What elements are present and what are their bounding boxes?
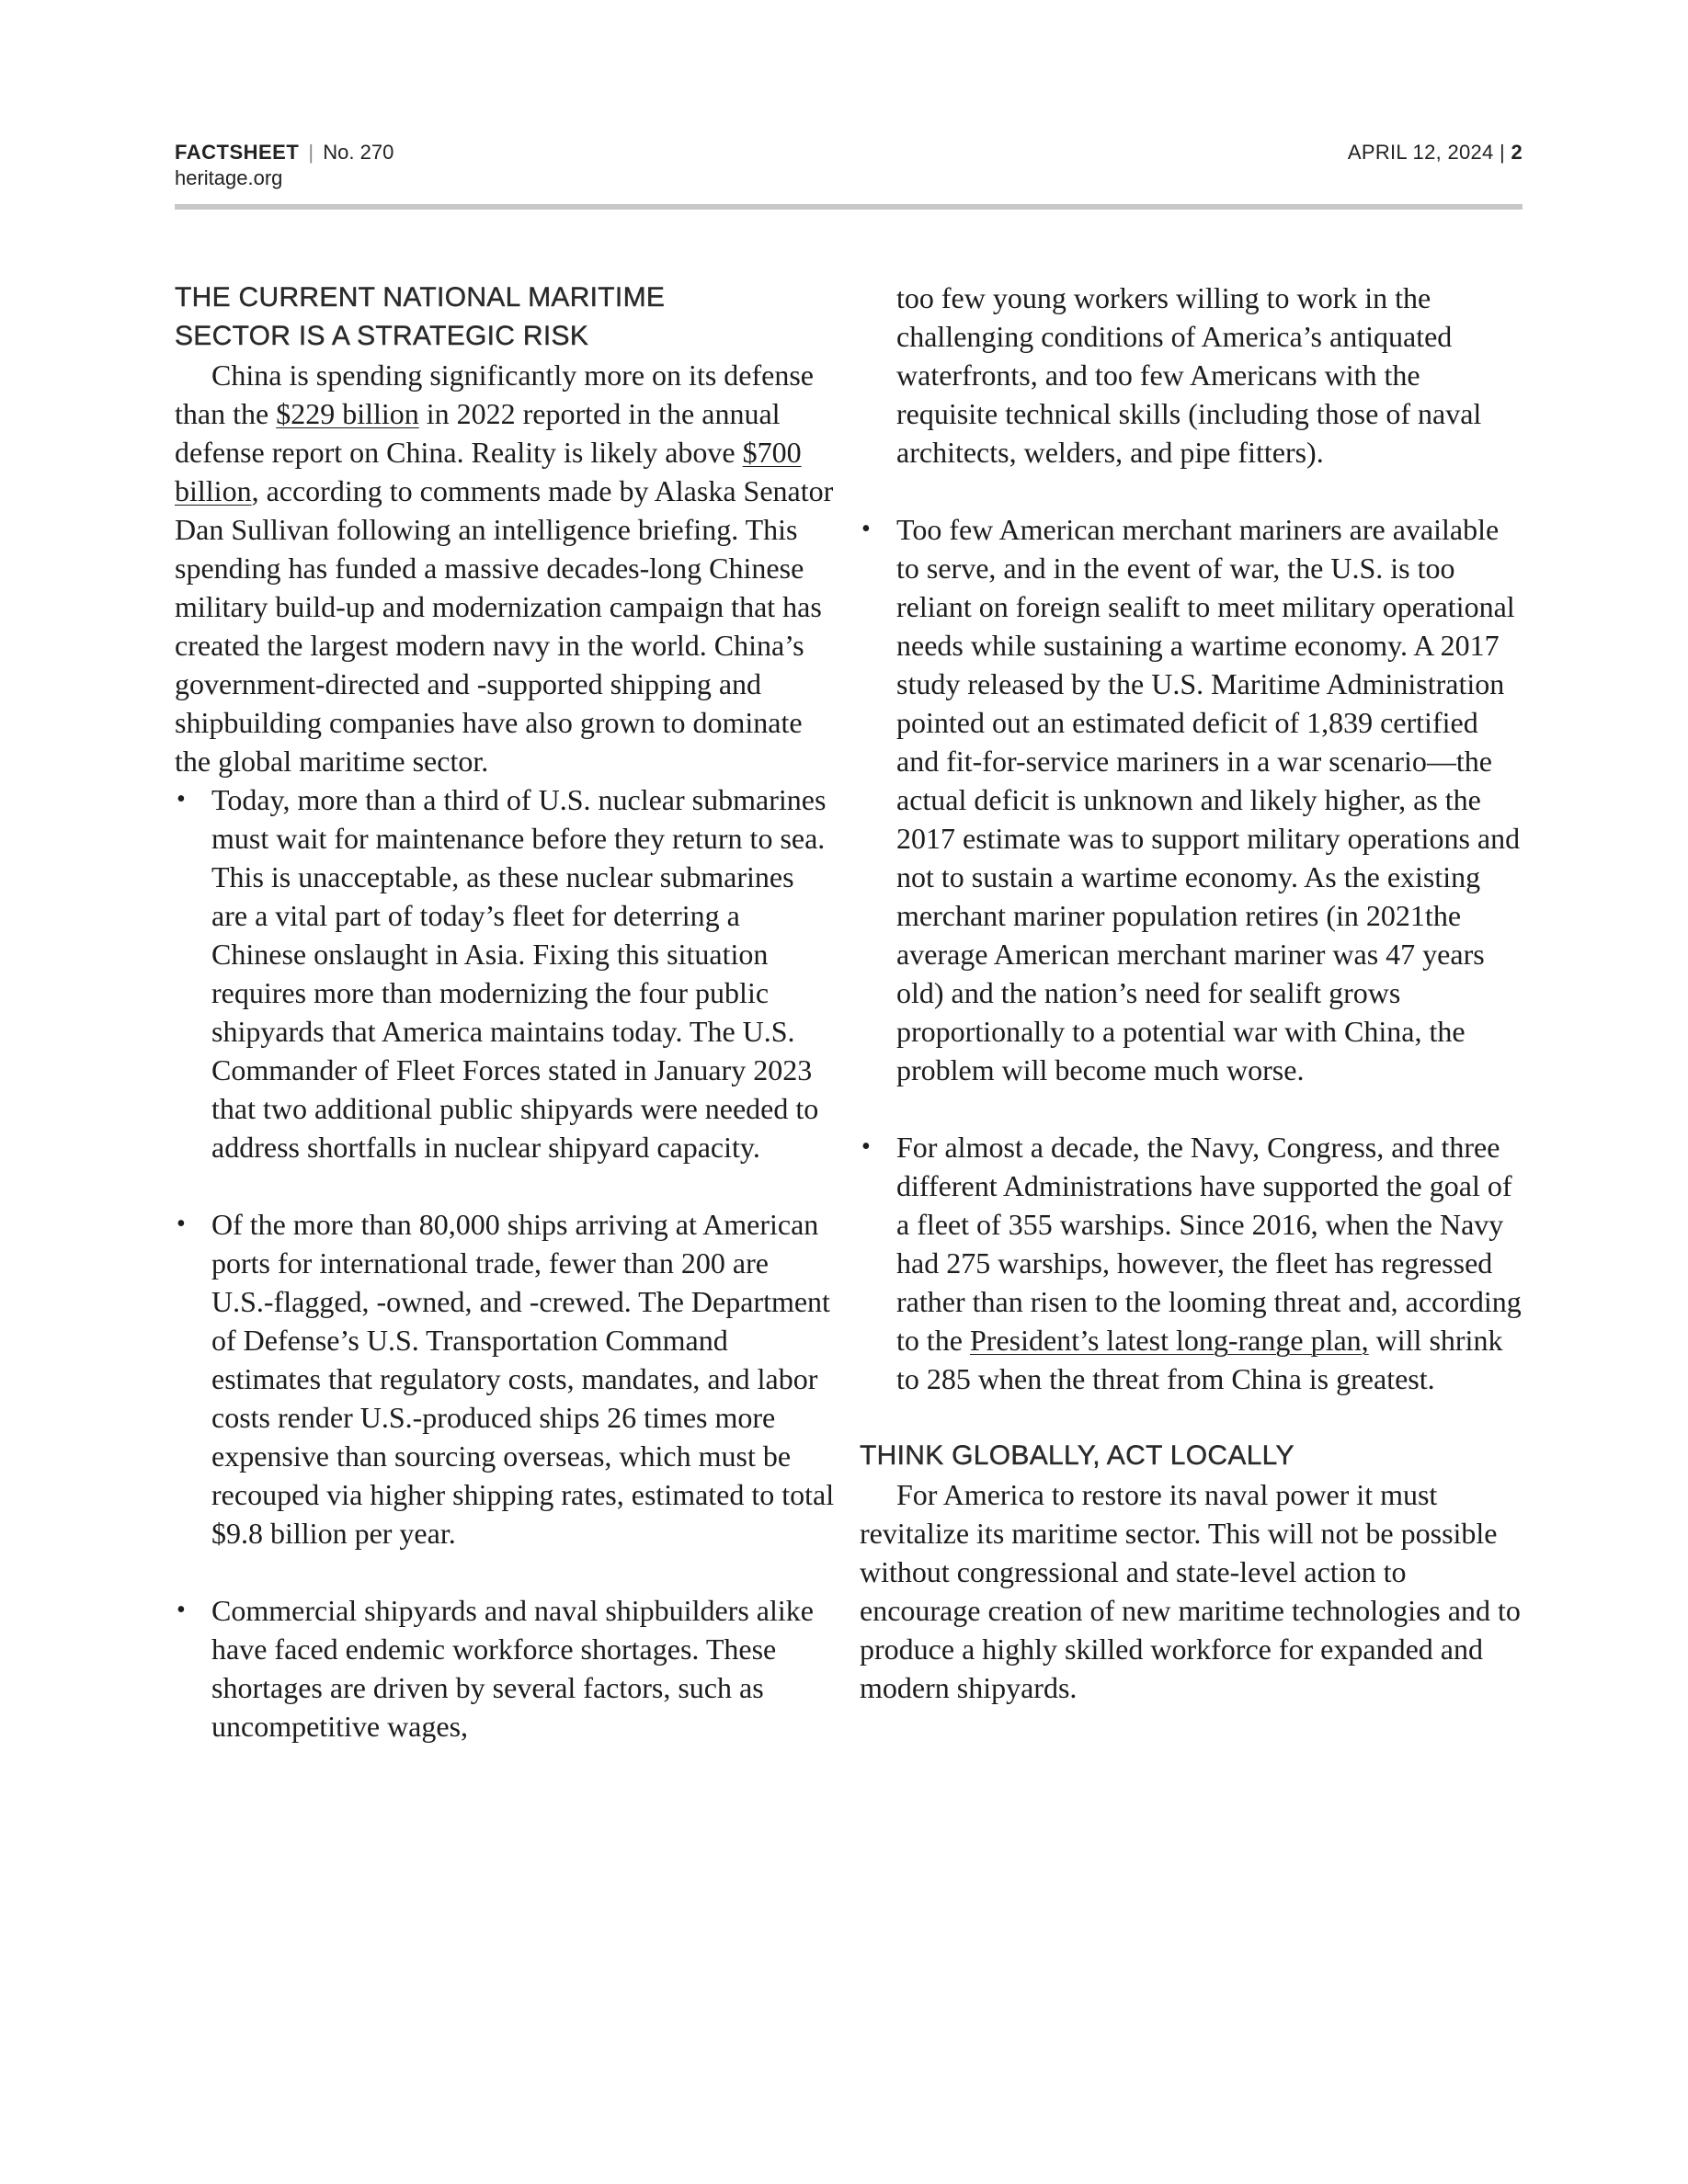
page-header <box>175 140 1523 195</box>
closing-paragraph: For America to restore its naval power it must revitalize its maritime sector. This will not be possible without congressional and state-level action to encourage creation of new maritime technologies and to produce a highly skilled workforce for expanded and modern shipyards. <box>860 1478 1521 1704</box>
intro-text-1: China is spending significantly more on its defense than the <box>175 358 814 430</box>
publication-line <box>175 140 393 165</box>
bullet-text-mariners: Too few American merchant mariners are available to serve, and in the event of war, the U.S. is too reliant on foreign sealift to meet military operational needs while sustaining a wartime economy. A 2017 study released by the U.S. Maritime Administration pointed out an estimated deficit of 1,839 certified and fit-for-service mariners in a war scenario—the actual deficit is unknown and likely higher, as the 2017 estimate was to support military operations and not to sustain a wartime economy. As the existing merchant mariner population retires (in 2021the average American merchant mariner was 47 years old) and the nation’s need for sealift grows proportionally to a potential war with China, the problem will become much worse. <box>896 513 1521 1086</box>
list-item <box>175 1205 837 1553</box>
publication-type: FACTSHEET <box>175 141 300 164</box>
site-name: heritage.org <box>175 166 283 189</box>
bullet-marker: • <box>177 1210 186 1238</box>
publication-date: APRIL 12, 2024 <box>1347 141 1494 164</box>
header-separator: | <box>308 141 314 164</box>
intro-text-3: , according to comments made by Alaska Senator Dan Sullivan following an intelligence briefing. This spending has funded a massive decades-long Chinese military build-up and modernization campaign that has created the largest modern navy in the world. China’s government-directed and -supported shipping and shipbuilding companies have also grown to dominate the global maritime sector. <box>175 474 834 778</box>
bullet-text-ships: Of the more than 80,000 ships arriving at American ports for international trade, fewer than 200 are U.S.-flagged, -owned, and -crewed. The Department of Defense’s U.S. Transportation Command estimates that regulatory costs, mandates, and labor costs render U.S.-produced ships 26 times more expensive than sourcing overseas, which must be recouped via higher shipping rates, estimated to total $9.8 billion per year. <box>211 1208 835 1550</box>
right-column <box>860 279 1526 1707</box>
heading-line-1: THE CURRENT NATIONAL MARITIME <box>175 282 666 313</box>
intro-paragraph <box>175 356 837 780</box>
intro-text-2: in 2022 reported in the annual defense report on China. Reality is likely above <box>175 397 781 469</box>
page-number: 2 <box>1511 141 1523 164</box>
right-bullet-list <box>860 279 1526 1398</box>
header-left <box>175 140 393 191</box>
bullet-text-warships-1: For almost a decade, the Navy, Congress, and three different Administrations have supported the goal of a fleet of 355 warships. Since 2016, when the Navy had 275 warships, however, the fleet has regressed rather than risen to the looming threat and, according to the <box>896 1131 1522 1357</box>
list-gap <box>860 1089 1526 1128</box>
section-gap <box>860 1398 1526 1437</box>
publication-number: No. 270 <box>323 141 394 164</box>
list-gap <box>860 472 1526 510</box>
list-gap <box>175 1166 837 1205</box>
page-separator: | <box>1500 141 1506 164</box>
list-item <box>860 1128 1526 1398</box>
list-item <box>860 510 1526 1089</box>
bullet-marker: • <box>861 1132 871 1161</box>
bullet-text-continuation: too few young workers willing to work in the challenging conditions of America’s antiquated waterfronts, and too few Americans with the requisite technical skills (including those of naval architects, welders, and pipe fitters). <box>896 281 1482 469</box>
link-long-range-plan[interactable]: President’s latest long-range plan, <box>969 1324 1369 1357</box>
bullet-text-submarines: Today, more than a third of U.S. nuclear submarines must wait for maintenance before they return to sea. This is unacceptable, as these nuclear submarines are a vital part of today’s fleet for deterring a Chinese onslaught in Asia. Fixing this situation requires more than modernizing the four public shipyards that America maintains today. The U.S. Commander of Fleet Forces stated in January 2023 that two additional public shipyards were needed to address shortfalls in nuclear shipyard capacity. <box>211 783 827 1164</box>
bullet-marker: • <box>177 785 186 813</box>
section-heading-think-globally: THINK GLOBALLY, ACT LOCALLY <box>860 1440 1295 1471</box>
list-gap <box>175 1553 837 1591</box>
link-700-billion[interactable]: $700 billion <box>175 436 802 507</box>
heading-line-2: SECTOR IS A STRATEGIC RISK <box>175 321 589 351</box>
left-column <box>175 279 837 1746</box>
bullet-text-warships-2: will shrink to 285 when the threat from China is greatest. <box>896 1324 1503 1395</box>
bullet-marker: • <box>177 1596 186 1624</box>
link-229-billion[interactable]: $229 billion <box>276 397 419 430</box>
bullet-text-workforce: Commercial shipyards and naval shipbuilders alike have faced endemic workforce shortages. These shortages are driven by several factors, such as uncompetitive wages, <box>211 1594 814 1743</box>
bullet-marker: • <box>861 515 871 543</box>
list-item-continuation <box>860 279 1526 472</box>
header-rule <box>175 204 1523 210</box>
header-right <box>1348 140 1523 165</box>
left-bullet-list <box>175 780 837 1746</box>
list-item <box>175 1591 837 1746</box>
list-item <box>175 780 837 1166</box>
section-heading-strategic-risk <box>175 279 837 356</box>
